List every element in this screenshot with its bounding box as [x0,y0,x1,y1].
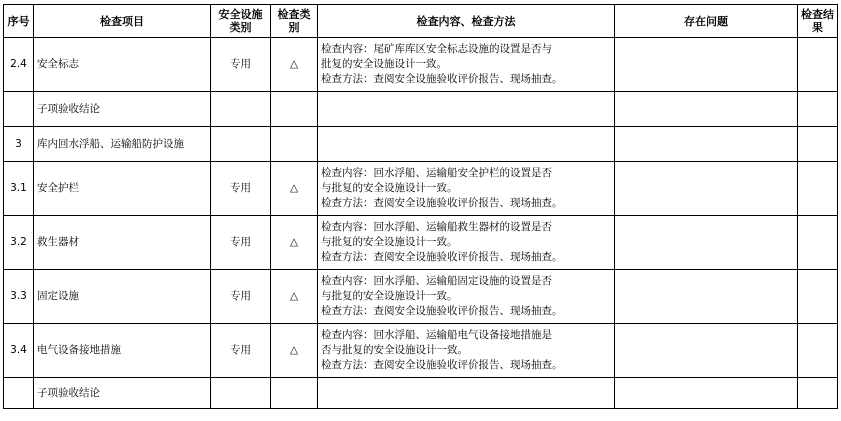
cell-issues[interactable] [615,378,798,409]
table-row [4,38,838,92]
cell-check-type: △ [271,162,318,216]
cell-facility-type [211,378,271,409]
content-line: 检查内容：回水浮船、运输船救生器材的设置是否 [321,221,552,233]
cell-result[interactable] [798,216,838,270]
method-line: 检查方法：查阅安全设施验收评价报告、现场抽查。 [321,359,563,371]
content-line: 与批复的安全设施设计一致。 [321,182,458,194]
cell-issues[interactable] [615,162,798,216]
cell-issues[interactable] [615,270,798,324]
cell-seq: 2.4 [4,38,34,92]
content-line: 批复的安全设施设计一致。 [321,58,447,70]
cell-issues[interactable] [615,38,798,92]
cell-facility-type: 专用 [211,324,271,378]
cell-issues[interactable] [615,92,798,127]
cell-facility-type: 专用 [211,38,271,92]
cell-seq [4,378,34,409]
cell-result[interactable] [798,378,838,409]
cell-item: 安全护栏 [34,162,211,216]
header-check-type: 检查类别 [271,5,318,38]
cell-seq [4,92,34,127]
table-row [4,216,838,270]
method-line: 检查方法：查阅安全设施验收评价报告、现场抽查。 [321,197,563,209]
header-row [4,5,838,38]
cell-result[interactable] [798,324,838,378]
table-row [4,324,838,378]
header-facility-type: 安全设施类别 [211,5,271,38]
cell-check-type: △ [271,270,318,324]
cell-result[interactable] [798,92,838,127]
cell-content-method [318,38,615,92]
cell-check-type [271,92,318,127]
header-result: 检查结果 [798,5,838,38]
cell-item: 电气设备接地措施 [34,324,211,378]
cell-item: 子项验收结论 [34,92,211,127]
cell-item: 库内回水浮船、运输船防护设施 [34,127,211,162]
cell-content-method [318,127,615,162]
cell-seq: 3.2 [4,216,34,270]
cell-issues[interactable] [615,127,798,162]
header-content-method: 检查内容、检查方法 [318,5,615,38]
header-issues: 存在问题 [615,5,798,38]
content-line: 否与批复的安全设施设计一致。 [321,344,468,356]
cell-content-method [318,216,615,270]
cell-check-type: △ [271,216,318,270]
inspection-table [3,4,838,409]
table-row [4,92,838,127]
cell-item: 子项验收结论 [34,378,211,409]
cell-check-type [271,127,318,162]
cell-content-method [318,162,615,216]
cell-issues[interactable] [615,216,798,270]
content-line: 检查内容：回水浮船、运输船电气设备接地措施是 [321,329,552,341]
content-line: 与批复的安全设施设计一致。 [321,236,458,248]
content-line: 与批复的安全设施设计一致。 [321,290,458,302]
cell-item: 救生器材 [34,216,211,270]
cell-seq: 3 [4,127,34,162]
cell-facility-type [211,92,271,127]
method-line: 检查方法：查阅安全设施验收评价报告、现场抽查。 [321,73,563,85]
cell-issues[interactable] [615,324,798,378]
table-row [4,127,838,162]
cell-result[interactable] [798,38,838,92]
cell-content-method [318,270,615,324]
content-line: 检查内容：尾矿库库区安全标志设施的设置是否与 [321,43,552,55]
method-line: 检查方法：查阅安全设施验收评价报告、现场抽查。 [321,305,563,317]
cell-result[interactable] [798,162,838,216]
cell-check-type [271,378,318,409]
cell-item: 固定设施 [34,270,211,324]
cell-check-type: △ [271,324,318,378]
cell-item: 安全标志 [34,38,211,92]
cell-content-method [318,324,615,378]
method-line: 检查方法：查阅安全设施验收评价报告、现场抽查。 [321,251,563,263]
header-seq: 序号 [4,5,34,38]
cell-content-method [318,378,615,409]
cell-result[interactable] [798,270,838,324]
cell-content-method [318,92,615,127]
cell-facility-type: 专用 [211,162,271,216]
table-row [4,270,838,324]
cell-facility-type: 专用 [211,270,271,324]
content-line: 检查内容：回水浮船、运输船安全护栏的设置是否 [321,167,552,179]
cell-result[interactable] [798,127,838,162]
cell-seq: 3.4 [4,324,34,378]
cell-seq: 3.3 [4,270,34,324]
cell-facility-type: 专用 [211,216,271,270]
cell-seq: 3.1 [4,162,34,216]
cell-check-type: △ [271,38,318,92]
table-row [4,378,838,409]
header-item: 检查项目 [34,5,211,38]
cell-facility-type [211,127,271,162]
table-row [4,162,838,216]
content-line: 检查内容：回水浮船、运输船固定设施的设置是否 [321,275,552,287]
